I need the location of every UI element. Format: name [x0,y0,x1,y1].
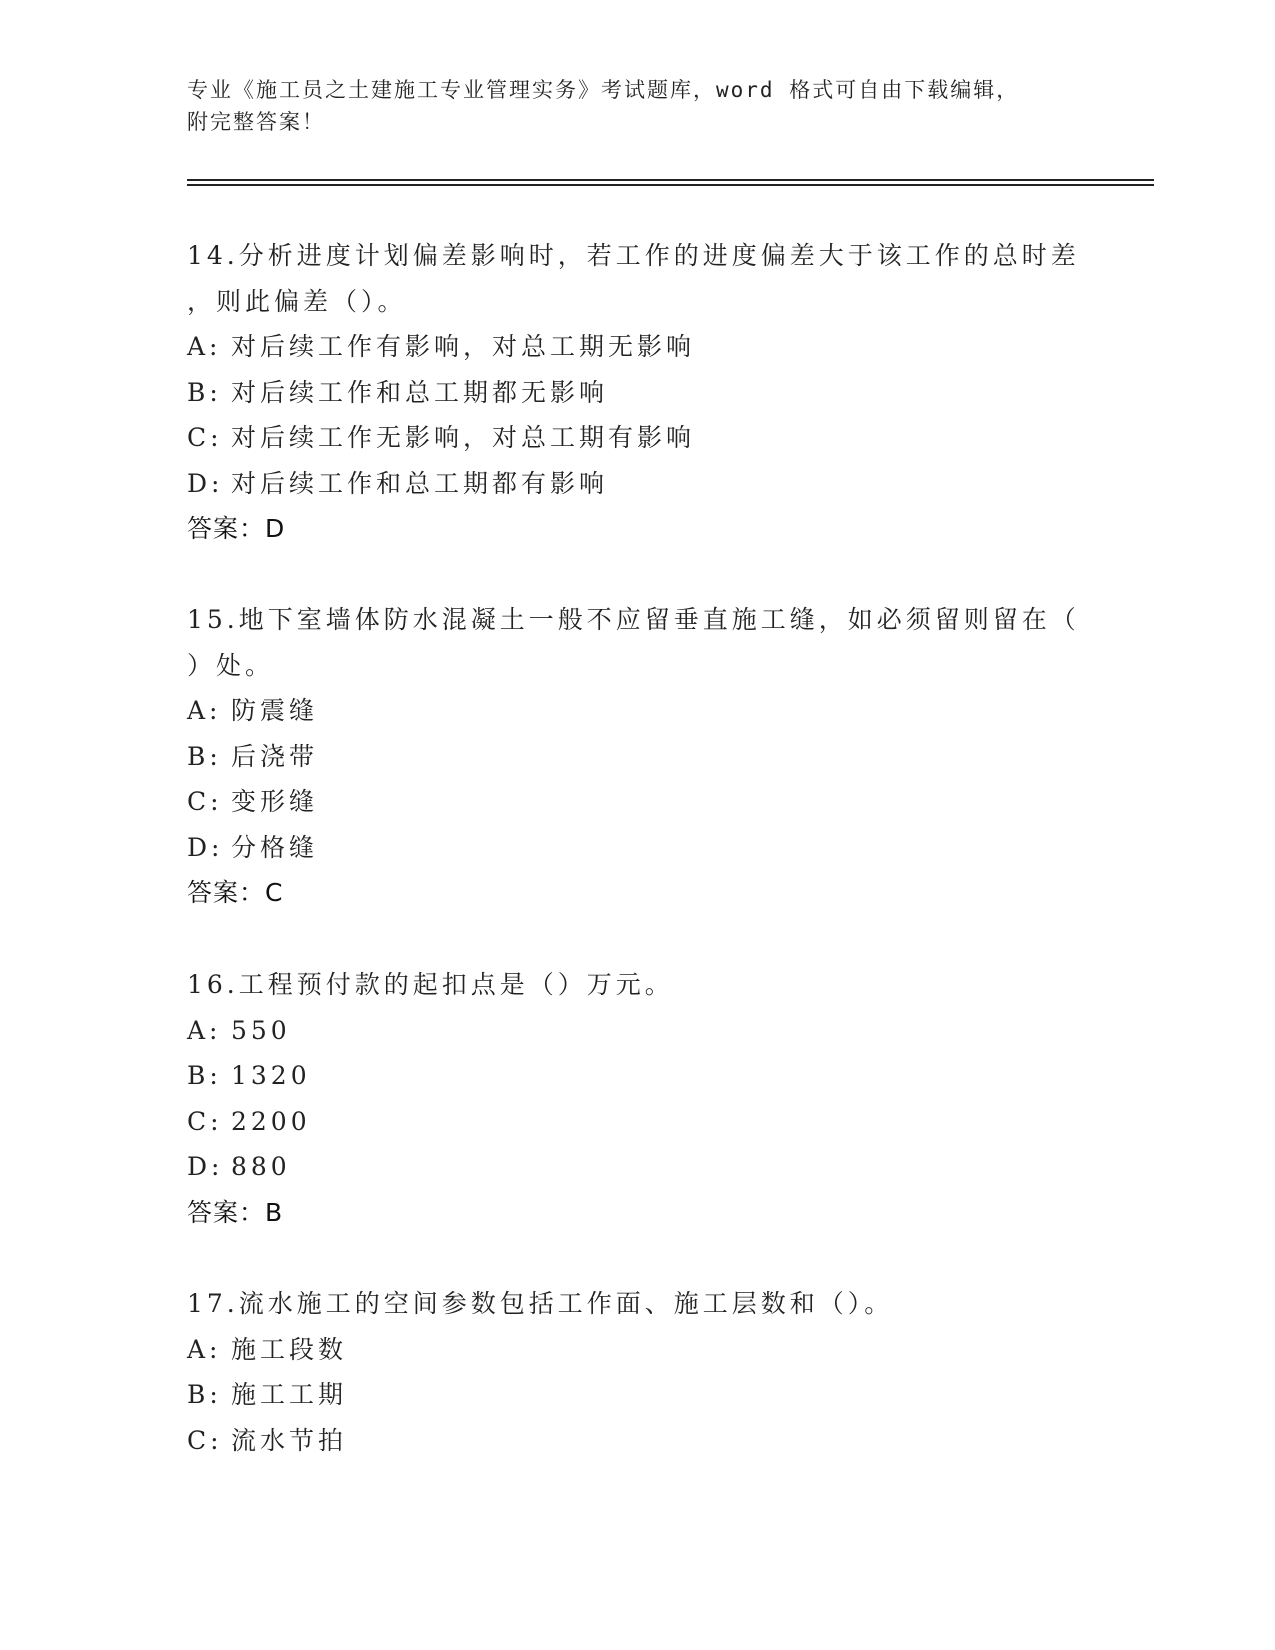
option-text: 2200 [231,1106,311,1136]
question-16 [187,962,1087,1235]
option-letter: D: [187,832,224,862]
question-text-line: 14.分析进度计划偏差影响时，若工作的进度偏差大于该工作的总时差 [187,241,1080,270]
option-d [187,461,1087,507]
question-text-line: 16.工程预付款的起扣点是（）万元。 [187,970,674,999]
option-c [187,415,1087,461]
question-text-line: ，则此偏差（）。 [187,286,407,316]
option-text: 550 [231,1015,291,1045]
answer-line: 答案：C [187,878,284,907]
option-a [187,1008,1087,1054]
question-text-line: 17.流水施工的空间参数包括工作面、施工层数和（）。 [187,1289,894,1318]
option-letter: C: [187,1106,223,1136]
option-text: 对后续工作和总工期都无影响 [231,377,609,407]
option-letter: B: [187,1380,222,1409]
answer-line: 答案：D [187,514,286,543]
option-d [187,1144,1087,1190]
option-letter: C: [187,423,223,452]
option-letter: A: [187,696,222,725]
option-c [187,779,1087,825]
option-text: 防震缝 [231,696,319,725]
option-letter: B: [187,377,222,407]
option-c [187,1418,1087,1464]
option-letter: C: [187,787,223,816]
option-letter: B: [187,1061,222,1090]
option-letter: D: [187,1152,224,1181]
option-text: 对后续工作和总工期都有影响 [231,468,609,498]
answer-line: 答案：B [187,1197,284,1227]
option-text: 880 [231,1152,291,1181]
header-divider-bottom [187,184,1154,186]
option-text: 对后续工作有影响，对总工期无影响 [231,332,696,361]
question-17 [187,1281,1087,1463]
option-letter: B: [187,741,222,771]
option-text: 1320 [231,1061,311,1090]
question-15 [187,597,1087,916]
header-line-1: 专业《施工员之土建施工专业管理实务》考试题库，word 格式可自由下载编辑， [187,78,1020,102]
option-b [187,370,1087,416]
option-text: 对后续工作无影响，对总工期有影响 [231,423,696,452]
option-text: 后浇带 [231,741,319,771]
option-b [187,1053,1087,1099]
option-a [187,1327,1087,1373]
option-b [187,734,1087,780]
option-a [187,324,1087,370]
question-text-line: 15.地下室墙体防水混凝土一般不应留垂直施工缝，如必须留则留在（ [187,605,1080,634]
option-text: 流水节拍 [231,1425,348,1455]
option-text: 施工段数 [231,1334,348,1364]
option-letter: C: [187,1425,223,1455]
header-divider-top [187,179,1154,181]
option-letter: A: [187,1015,222,1045]
option-letter: D: [187,468,224,498]
option-d [187,825,1087,871]
option-letter: A: [187,1334,222,1364]
option-text: 变形缝 [231,787,319,816]
document-header [187,74,1087,138]
option-letter: A: [187,332,222,361]
option-b [187,1372,1087,1418]
question-text-line: ）处。 [187,650,275,680]
option-text: 施工工期 [231,1380,348,1409]
question-14 [187,233,1087,552]
option-c [187,1099,1087,1145]
header-line-2: 附完整答案！ [187,110,325,134]
option-a [187,688,1087,734]
option-text: 分格缝 [231,832,319,862]
